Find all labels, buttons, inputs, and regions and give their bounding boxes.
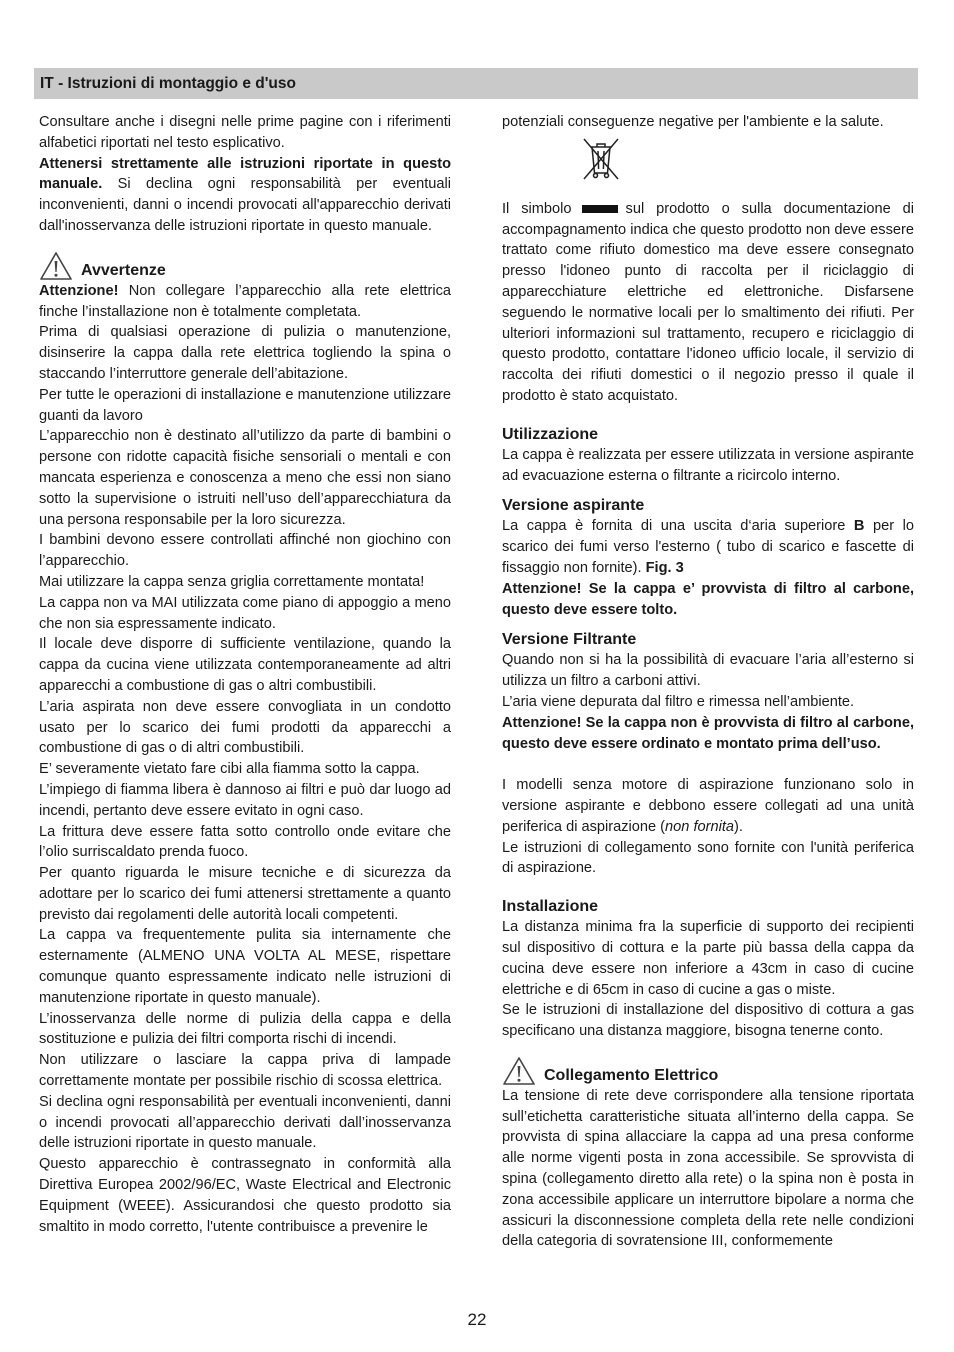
intro-paragraph: Consultare anche i disegni nelle prime pagine con i riferimenti alfabetici riportati nel testo esplicativo. [39, 114, 451, 151]
warning-paragraph: Il locale deve disporre di sufficiente ventilazione, quando la cappa da cucina viene utilizzata contemporaneamente ad altri apparecchi a combustione di gas o altri combustibili. [39, 636, 451, 694]
warning-paragraph: L’inosservanza delle norme di pulizia della cappa e della sostituzione e pulizia dei filtri comporta rischi di incendi. [39, 1010, 451, 1048]
usage-paragraph: La cappa è realizzata per essere utilizzata in versione aspirante ad evacuazione esterna o filtrante a ricircolo interno. [502, 446, 914, 484]
electrical-connection-heading: Collegamento Elettrico [544, 1066, 719, 1084]
filter-warning: Attenzione! Se la cappa non è provvista di filtro al carbone, questo deve essere ordinato e montato prima dell’uso. [502, 714, 914, 752]
warnings-heading: Avvertenze [81, 261, 166, 279]
warning-paragraph: I bambini devono essere controllati affinché non giochino con l’apparecchio. [39, 532, 451, 570]
intro-instructions-bold: Attenersi strettamente alle istruzioni riportate in questo manuale. [39, 155, 451, 193]
symbol-text-pre: Il simbolo [502, 200, 572, 217]
figure-reference: Fig. 3 [645, 559, 684, 576]
warning-paragraph: La frittura deve essere fatta sotto controllo onde evitare che l’olio surriscaldato prenda fuoco. [39, 823, 451, 861]
warning-paragraph: Si declina ogni responsabilità per eventuali inconvenienti, danni o incendi provocati all’apparecchio derivati dall’inosservanza delle istruzioni riportate in questo manuale. [39, 1093, 451, 1152]
not-supplied-note: non fornita [665, 818, 735, 835]
models-text: ). [734, 818, 743, 835]
ducted-version-heading: Versione aspirante [502, 497, 645, 515]
section-title: IT - Istruzioni di montaggio e d'uso [40, 75, 296, 92]
filter-version-paragraph: L’aria viene depurata dal filtro e rimessa nell’ambiente. [502, 693, 855, 710]
warning-icon [39, 251, 73, 281]
warning-paragraph: La cappa non va MAI utilizzata come piano di appoggio a meno che non sia espressamente indicato. [39, 594, 451, 632]
warnings-heading-row [39, 247, 451, 281]
black-bar-icon [582, 205, 618, 213]
ducted-warning: Attenzione! Se la cappa e’ provvista di filtro al carbone, questo deve essere tolto. [502, 580, 914, 618]
ducted-text: La cappa è fornita di una uscita d‘aria superiore [502, 518, 854, 535]
warning-paragraph: L’aria aspirata non deve essere convogliata in un condotto usato per lo scarico dei fumi prodotti da apparecchi a combustione di gas o di altri combustibili. [39, 698, 451, 757]
models-text: I modelli senza motore di aspirazione funzionano solo in versione aspirante e debbono essere collegati ad una unità periferica di aspirazione ( [502, 777, 914, 835]
electrical-heading-row [502, 1052, 914, 1086]
installation-paragraph: La distanza minima fra la superficie di supporto dei recipienti sul dispositivo di cottura e la parte più bassa della cappa da cucina deve essere non inferiore a 43cm in caso di cucine elettriche e di 65cm in caso di cucine a gas o miste. [502, 919, 914, 998]
warning-paragraph: Prima di qualsiasi operazione di pulizia o manutenzione, disinserire la cappa dalla rete elettrica togliendo la spina o staccando l’interruttore generale dell’abitazione. [39, 324, 451, 382]
left-column [39, 112, 451, 1237]
outlet-label-b: B [853, 518, 865, 535]
weee-paragraph: Questo apparecchio è contrassegnato in conformità alla Direttiva Europea 2002/96/EC, Waste Electrical and Electronic Equipment (WEEE). Assicurandosi che questo prodotto sia smaltito in modo corretto, l'utente contribuisce a prevenire le [39, 1156, 451, 1235]
ducted-text: per lo scarico dei fumi verso l'esterno ( tubo di scarico e fascette di fissaggio non fornite). [502, 518, 915, 576]
ducted-version-paragraph [502, 516, 914, 578]
installation-paragraph: Se le istruzioni di installazione del dispositivo di cottura a gas specificano una distanza maggiore, bisogna tenerne conto. [502, 1002, 914, 1040]
warning-icon [502, 1056, 536, 1086]
intro-instructions-paragraph [39, 154, 451, 237]
warning-paragraph: Per tutte le operazioni di installazione e manutenzione utilizzare guanti da lavoro [39, 386, 451, 424]
weee-symbol-row [502, 133, 914, 199]
filter-version-paragraph: Quando non si ha la possibilità di evacuare l’aria all’esterno si utilizza un filtro a carboni attivi. [502, 652, 914, 690]
warning-paragraph: La cappa va frequentemente pulita sia internamente che esternamente (ALMENO UNA VOLTA AL MESE, rispettare comunque quanto espressamente indicato nelle istruzioni di manutenzione riportate in questo manuale). [39, 927, 451, 1006]
filter-version-heading: Versione Filtrante [502, 631, 637, 649]
page-number: 22 [467, 1310, 487, 1329]
attention-label: Attenzione! [39, 282, 119, 299]
warning-paragraph: Non utilizzare o lasciare la cappa priva di lampade correttamente montate per possibile rischio di scossa elettrica. [39, 1052, 451, 1090]
warning-paragraph [39, 281, 451, 323]
warning-paragraph: Per quanto riguarda le misure tecniche e di sicurezza da adottare per lo scarico dei fumi attenersi strettamente a quanto previsto dai regolamenti delle autorità locali competenti. [39, 865, 451, 923]
right-column [502, 112, 914, 1252]
warning-paragraph: L’impiego di fiamma libera è dannoso ai filtri e può dar luogo ad incendi, pertanto deve essere evitato in ogni caso. [39, 781, 451, 819]
weee-symbol-paragraph [502, 199, 914, 407]
electrical-connection-paragraph: La tensione di rete deve corrispondere alla tensione riportata sull’etichetta caratteristiche situata all’interno della cappa. Se provvista di spina allacciare la cappa ad una presa conforme alle norme vigenti posta in zona accessibile. Se sprovvista di spina (collegamento diretto alla rete) o la spina non è posta in zona accessibile applicare un interruttore bipolare a norma che assicuri la disconnessione completa della rete nelle condizioni della categoria di sovratensione III, conformemente [502, 1087, 914, 1250]
warning-paragraph: E’ severamente vietato fare cibi alla fiamma sotto la cappa. [39, 761, 420, 778]
usage-heading: Utilizzazione [502, 425, 599, 443]
installation-heading: Installazione [502, 898, 599, 916]
weee-continuation: potenziali conseguenze negative per l'ambiente e la salute. [502, 114, 884, 130]
warning-text: Non collegare l’apparecchio alla rete elettrica finche l’installazione non è totalmente completata. [39, 282, 451, 320]
symbol-text-post: sul prodotto o sulla documentazione di accompagnamento indica che questo prodotto non deve essere trattato come rifiuto domestico ma deve essere consegnato presso l'idoneo punto di raccolta per il riciclaggio di apparecchiature elettriche ed elettroniche. Disfarsene seguendo le normative locali per lo smaltimento dei rifiuti. Per ulteriori informazioni sul trattamento, recupero e riciclaggio di questo prodotto, contattare l'idoneo ufficio locale, il servizio di raccolta dei rifiuti domestici o il negozio presso il quale il prodotto è stato acquistato. [502, 200, 914, 404]
connection-instructions-paragraph: Le istruzioni di collegamento sono fornite con l'unità periferica di aspirazione. [502, 839, 914, 877]
intro-instructions-rest: Si declina ogni responsabilità per eventuali inconvenienti, danni o incendi provocati all'apparecchio derivati dall'inosservanza delle istruzioni riportate in questo manuale. [39, 176, 451, 234]
warning-paragraph: Mai utilizzare la cappa senza griglia correttamente montata! [39, 573, 425, 590]
motorless-models-paragraph [502, 775, 914, 837]
warning-paragraph: L’apparecchio non è destinato all’utilizzo da parte di bambini o persone con ridotte capacità fisiche sensoriali o mentali e con mancata esperienza e conoscenza a meno che essi non siano sotto la supervisione o istruiti nell’uso dell’apparecchiatura da una persona responsabile per la loro sicurezza. [39, 428, 451, 528]
crossed-out-bin-icon [580, 135, 622, 181]
section-header-bar [34, 68, 918, 99]
